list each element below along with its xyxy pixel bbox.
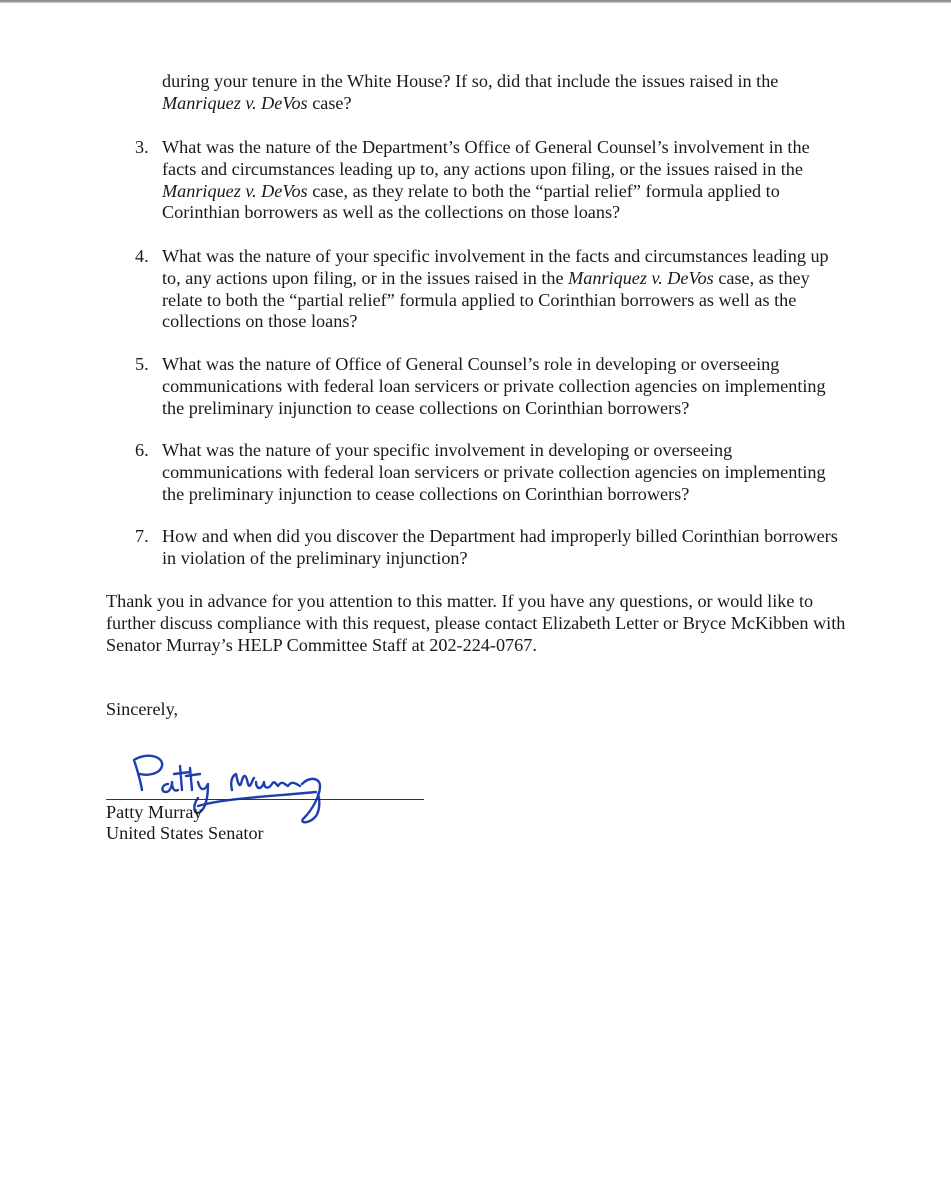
question-number: 5. (135, 354, 149, 374)
signer-title: United States Senator (106, 823, 264, 843)
signer-name: Patty Murray (106, 802, 203, 822)
question-number: 7. (135, 526, 149, 546)
question-text: What was the nature of your specific involvement in the facts and circumstances leading up to, any actions upon filing, or in the issues raised in the Manriquez v. DeVos case, as they relate to both the “partial relief” formula applied to Corinthian borrowers as well as the collections on those loans? (162, 246, 829, 332)
question-text: What was the nature of the Department’s Office of General Counsel’s involvement in the facts and circumstances leading up to, any actions upon filing, or the issues raised in the Manriquez v. DeVos case, as they relate to both the “partial relief” formula applied to Corinthian borrowers as well as the collections on those loans? (162, 137, 810, 223)
page-top-edge (0, 0, 951, 3)
case-name: Manriquez v. DeVos (568, 267, 714, 288)
case-name: Manriquez v. DeVos (162, 180, 308, 201)
salutation: Sincerely, (106, 699, 179, 719)
question-number: 3. (135, 137, 149, 157)
question-text: What was the nature of your specific involvement in developing or overseeing communications with federal loan servicers or private collection agencies on implementing the preliminary injunction to cease collections on Corinthian borrowers? (162, 440, 826, 504)
question-2-continuation (162, 71, 842, 115)
closing-paragraph: Thank you in advance for you attention to this matter. If you have any questions, or would like to further discuss compliance with this request, please contact Elizabeth Letter or Bryce McKibben with Senator Murray’s HELP Committee Staff at 202-224-0767. (106, 591, 846, 655)
signature-line (106, 799, 424, 800)
question-number: 4. (135, 246, 149, 266)
question-2-text: during your tenure in the White House? If so, did that include the issues raised in the (162, 71, 779, 91)
question-number: 6. (135, 440, 149, 460)
case-name: Manriquez v. DeVos (162, 92, 308, 113)
question-2-text-end: case? (307, 92, 352, 113)
question-text: What was the nature of Office of General Counsel’s role in developing or overseeing communications with federal loan servicers or private collection agencies on implementing the preliminary injunction to cease collections on Corinthian borrowers? (162, 354, 826, 418)
question-text: How and when did you discover the Department had improperly billed Corinthian borrowers in violation of the preliminary injunction? (162, 526, 838, 568)
